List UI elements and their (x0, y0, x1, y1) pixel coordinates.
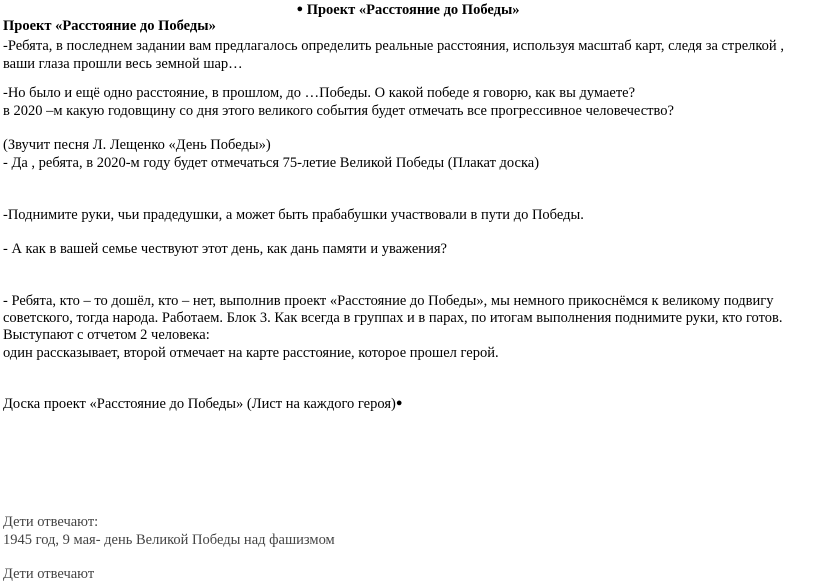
paragraph-7-text: Доска проект «Расстояние до Победы» (Лист на каждого героя) (3, 396, 396, 412)
answer-1-label: Дети отвечают: (3, 514, 99, 530)
paragraph-2-line-1: -Но было и ещё одно расстояние, в прошлом, до …Победы. О какой победе я говорю, как вы думаете? (3, 85, 636, 101)
paragraph-6-line-1: - Ребята, кто – то дошёл, кто – нет, выполнив проект «Расстояние до Победы», мы немного прикоснёмся к великому подвигу (3, 293, 774, 309)
paragraph-6-line-4: один рассказывает, второй отмечает на карте расстояние, которое прошел герой. (3, 345, 499, 361)
answer-2-label: Дети отвечают (3, 566, 95, 582)
paragraph-2-line-2: в 2020 –м какую годовщину со дня этого великого события будет отмечать все прогрессивное человечество? (3, 103, 674, 119)
paragraph-1-line-2: ваши глаза прошли весь земной шар… (3, 56, 243, 72)
paragraph-3-line-1: (Звучит песня Л. Лещенко «День Победы») (3, 137, 271, 153)
paragraph-6-line-3: Выступают с отчетом 2 человека: (3, 327, 210, 343)
paragraph-5: - А как в вашей семье чествуют этот день, как дань памяти и уважения? (3, 241, 447, 257)
bullet-icon: ● (296, 3, 304, 15)
answer-1-text: 1945 год, 9 мая- день Великой Победы над фашизмом (3, 532, 335, 548)
paragraph-6-line-2: советского, тогда народа. Работаем. Блок 3. Как всегда в группах и в парах, по итогам выполнения поднимите руки, кто готов. (3, 310, 783, 326)
bullet-icon: ● (395, 397, 403, 409)
paragraph-4: -Поднимите руки, чьи прадедушки, а может быть прабабушки участвовали в пути до Победы. (3, 207, 584, 223)
paragraph-3-line-2: - Да , ребята, в 2020-м году будет отмечаться 75-летие Великой Победы (Плакат доска) (3, 155, 540, 171)
paragraph-1-line-1: -Ребята, в последнем задании вам предлагалось определить реальные расстояния, используя масштаб карт, следя за стрелкой , (3, 38, 784, 54)
document-subtitle: Проект «Расстояние до Победы» (3, 18, 216, 34)
page-title-text: Проект «Расстояние до Победы» (306, 2, 520, 18)
paragraph-7 (3, 395, 402, 414)
